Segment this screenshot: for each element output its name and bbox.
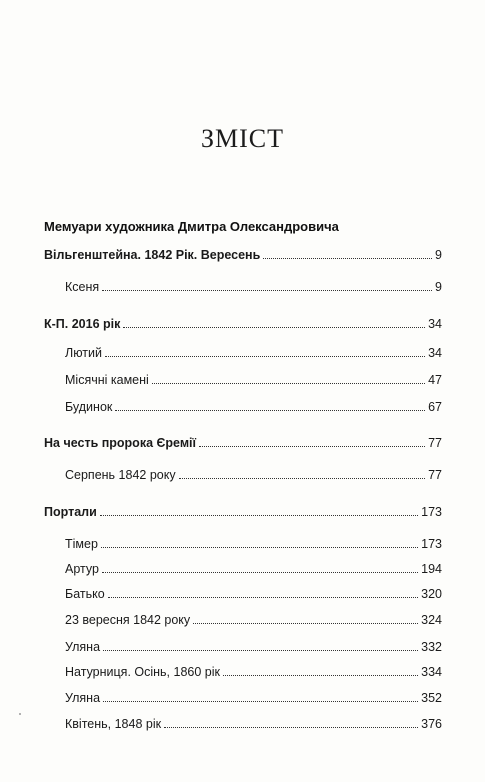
toc-entry-page: 9	[435, 248, 442, 262]
toc-entry-page: 352	[421, 691, 442, 705]
toc-entry-page: 77	[428, 468, 442, 482]
toc-entry-page: 320	[421, 587, 442, 601]
toc-entry-label: Квітень, 1848 рік	[65, 717, 162, 731]
toc-entry-label: Уляна	[65, 691, 101, 705]
toc-entry-label: Лютий	[65, 346, 102, 360]
leader-dots	[108, 596, 418, 598]
toc-entry-vilgenshteina[interactable]	[44, 244, 442, 262]
section-heading-memoirs: Мемуари художника Дмитра Олександровича	[44, 219, 339, 234]
toc-entry-naturnytsia[interactable]	[65, 661, 442, 679]
toc-entry-23-veresnia-1842[interactable]	[65, 609, 442, 627]
toc-entry-label: Місячні камені	[65, 373, 149, 387]
toc-entry-page: 34	[428, 346, 442, 360]
toc-entry-uliana-2[interactable]	[65, 687, 442, 705]
toc-entry-page: 9	[435, 280, 442, 294]
toc-entry-page: 324	[421, 613, 442, 627]
leader-dots	[152, 382, 425, 384]
toc-entry-budynok[interactable]	[65, 396, 442, 414]
toc-entry-uliana-1[interactable]	[65, 636, 442, 654]
toc-entry-page: 334	[421, 665, 442, 679]
toc-entry-batko[interactable]	[65, 583, 442, 601]
toc-entry-timer[interactable]	[65, 533, 442, 551]
leader-dots	[164, 726, 418, 728]
leader-dots	[102, 571, 418, 573]
leader-dots	[123, 326, 425, 328]
toc-entry-page: 47	[428, 373, 442, 387]
leader-dots	[100, 514, 418, 516]
toc-entry-page: 194	[421, 562, 442, 576]
toc-entry-page: 173	[421, 505, 442, 519]
leader-dots	[199, 445, 425, 447]
leader-dots	[103, 700, 418, 702]
toc-entry-label: Уляна	[65, 640, 101, 654]
leader-dots	[193, 622, 418, 624]
leader-dots	[105, 355, 425, 357]
toc-entry-label: Будинок	[65, 400, 113, 414]
toc-entry-kp-2016[interactable]	[44, 313, 442, 331]
toc-entry-page: 67	[428, 400, 442, 414]
toc-entry-label: Натурниця. Осінь, 1860 рік	[65, 665, 220, 679]
leader-dots	[263, 257, 432, 259]
toc-entry-liutyi[interactable]	[65, 342, 442, 360]
toc-entry-label: Портали	[44, 505, 97, 519]
toc-entry-label: Батько	[65, 587, 105, 601]
toc-entry-page: 77	[428, 436, 442, 450]
leader-dots	[102, 289, 432, 291]
leader-dots	[179, 477, 426, 479]
leader-dots	[223, 674, 418, 676]
leader-dots	[103, 649, 418, 651]
toc-entry-artur[interactable]	[65, 558, 442, 576]
toc-entry-page: 34	[428, 317, 442, 331]
toc-entry-page: 332	[421, 640, 442, 654]
toc-entry-label: Ксеня	[65, 280, 100, 294]
page-title: ЗМІСТ	[200, 124, 285, 153]
toc-entry-label: Серпень 1842 року	[65, 468, 176, 482]
toc-entry-page: 376	[421, 717, 442, 731]
toc-entry-ksenia[interactable]	[65, 276, 442, 294]
leader-dots	[115, 409, 425, 411]
toc-entry-serpen-1842[interactable]	[65, 464, 442, 482]
toc-entry-label: 23 вересня 1842 року	[65, 613, 191, 627]
leader-dots	[101, 546, 418, 548]
paper-speck	[19, 713, 21, 715]
toc-entry-misiachni-kameni[interactable]	[65, 369, 442, 387]
toc-entry-kviten-1848[interactable]	[65, 713, 442, 731]
toc-entry-label: К-П. 2016 рік	[44, 317, 121, 331]
toc-entry-label: Артур	[65, 562, 99, 576]
toc-entry-label: На честь пророка Єремії	[44, 436, 197, 450]
toc-entry-label: Вільгенштейна. 1842 Рік. Вересень	[44, 248, 261, 262]
toc-entry-page: 173	[421, 537, 442, 551]
toc-entry-label: Тімер	[65, 537, 98, 551]
toc-entry-portaly[interactable]	[44, 501, 442, 519]
toc-entry-yeremii[interactable]	[44, 432, 442, 450]
